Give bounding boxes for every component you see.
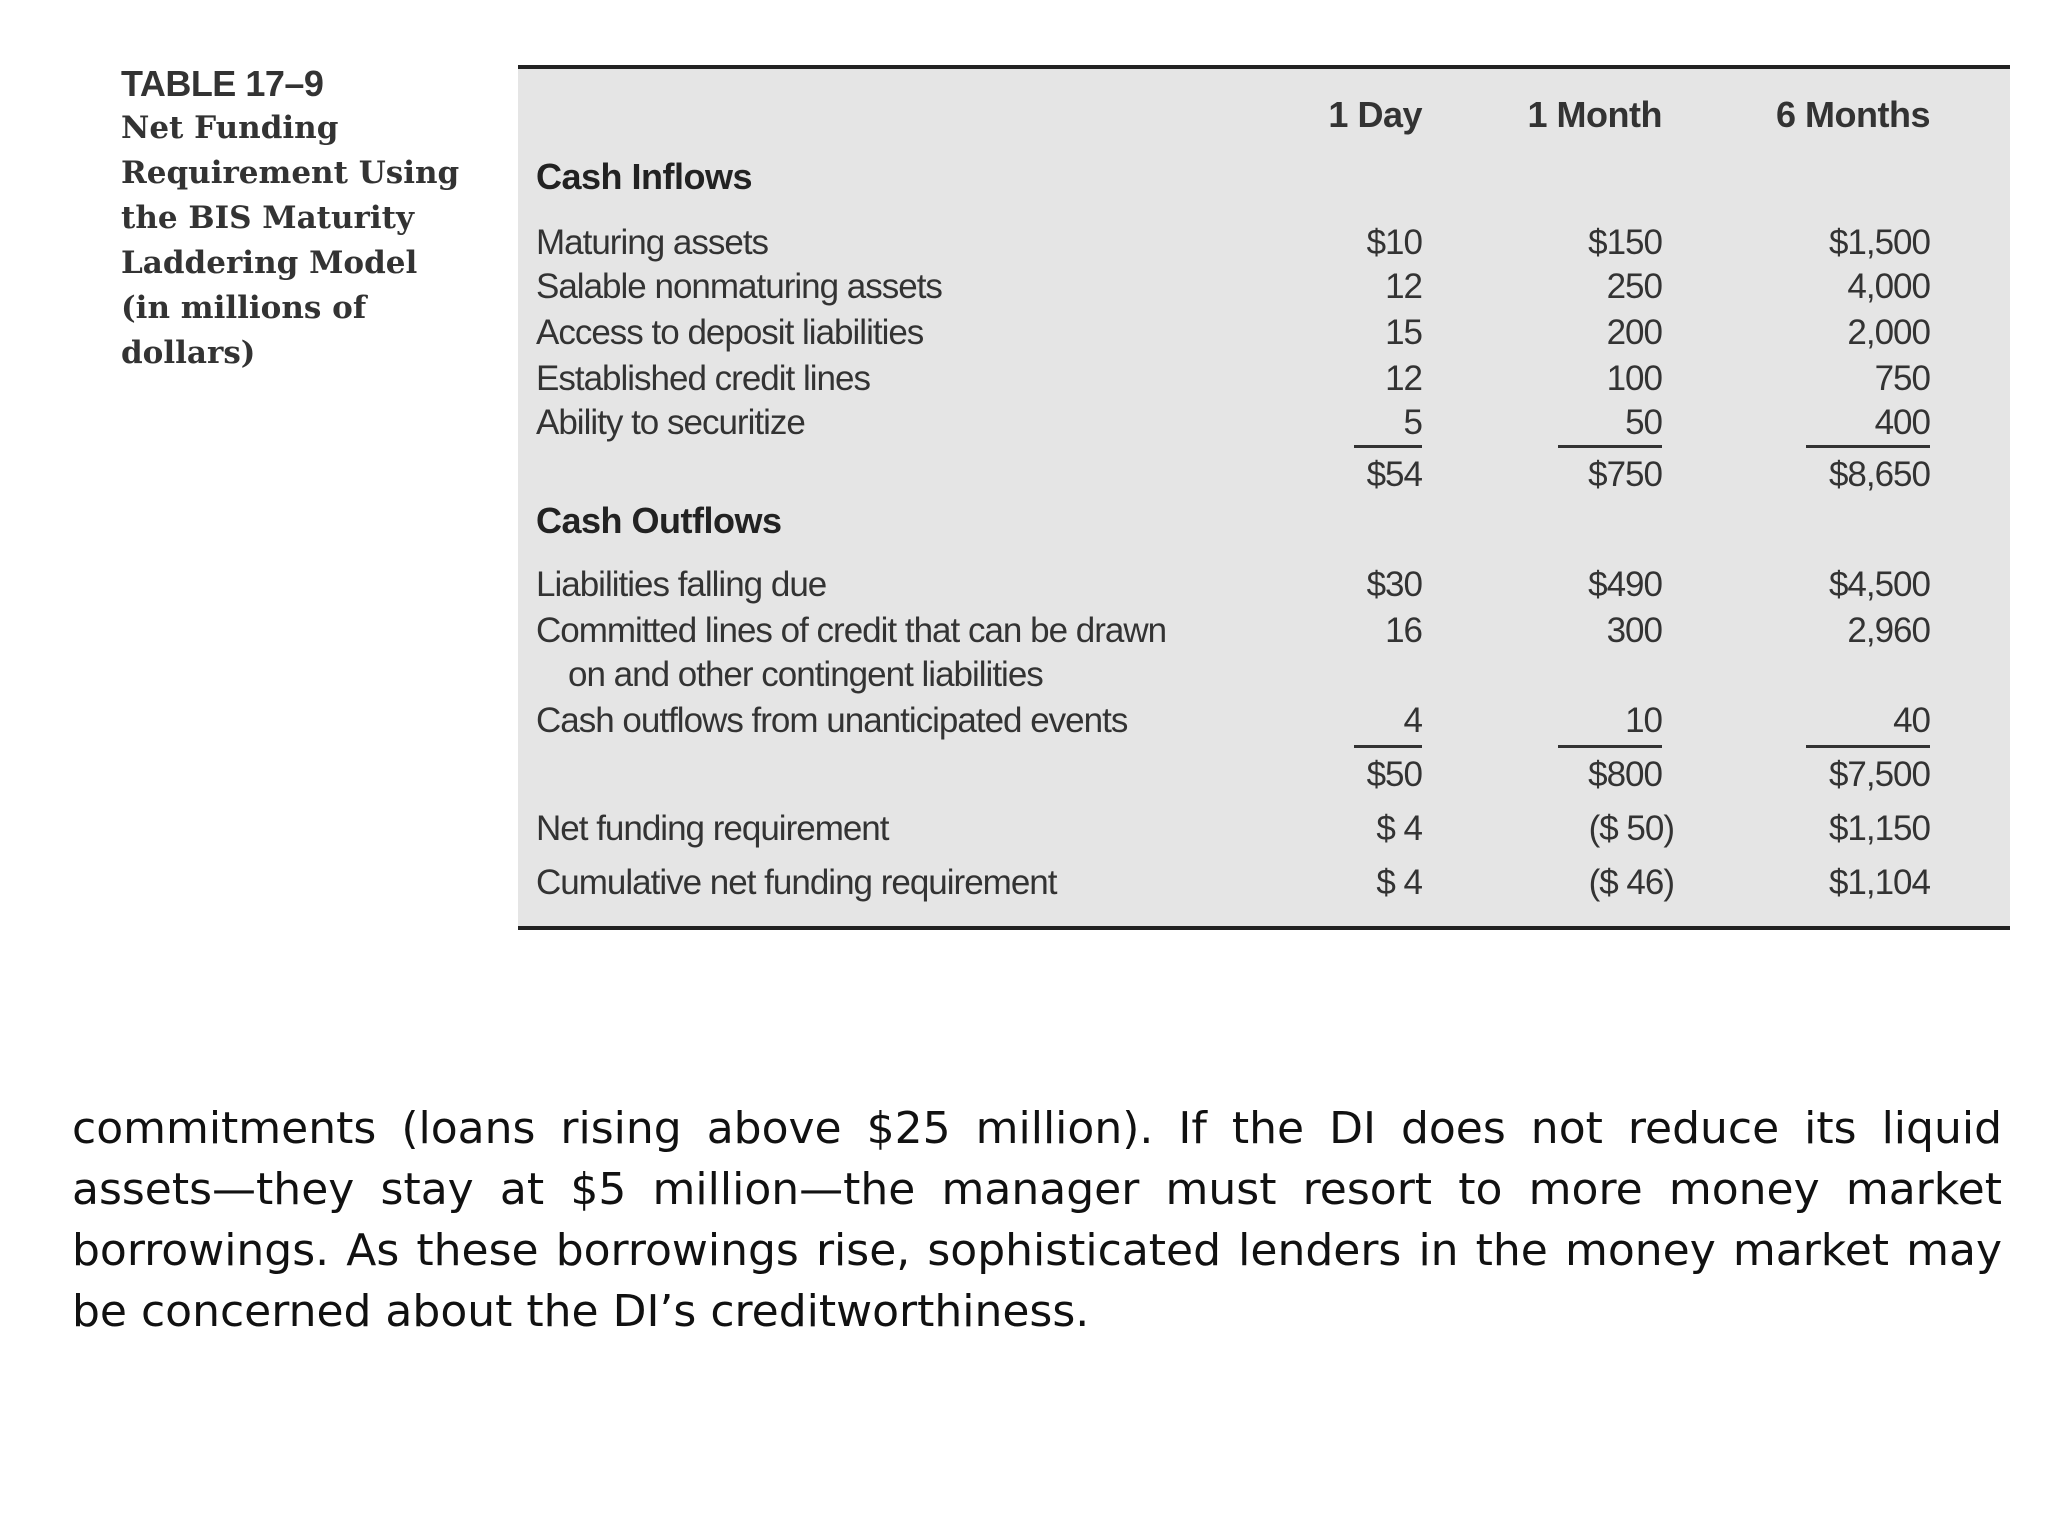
cell-value: 12 — [1385, 267, 1422, 306]
table-title-line: Requirement Using — [121, 155, 460, 191]
table-unit-line: (in millions of — [121, 290, 367, 326]
cell-value: 2,000 — [1847, 313, 1930, 352]
cell-value: $30 — [1366, 565, 1422, 604]
row-label: Liabilities falling due — [536, 565, 827, 604]
cell-value: 100 — [1606, 359, 1662, 398]
inflow-total: $750 — [1588, 455, 1662, 494]
cell-value: 16 — [1385, 611, 1422, 650]
cell-value: 750 — [1874, 359, 1930, 398]
table-title-line: Laddering Model — [121, 245, 418, 281]
column-header-1-day: 1 Day — [1328, 94, 1422, 135]
column-header-1-month: 1 Month — [1527, 94, 1662, 135]
section-heading-outflows: Cash Outflows — [536, 500, 782, 541]
subtotal-rule — [1558, 445, 1662, 448]
cell-value: 50 — [1625, 403, 1662, 442]
cumulative-funding-value: $1,104 — [1828, 863, 1930, 902]
cell-value: 250 — [1606, 267, 1662, 306]
net-funding-value: $ 4 — [1376, 809, 1422, 848]
cell-value: 4 — [1403, 701, 1422, 740]
cell-value: $150 — [1588, 223, 1662, 262]
outflow-total: $50 — [1366, 755, 1422, 794]
table-title-line: the BIS Maturity — [121, 200, 414, 236]
cell-value: 10 — [1625, 701, 1662, 740]
subtotal-rule — [1558, 745, 1662, 748]
row-label: Established credit lines — [536, 359, 870, 398]
row-label: Cash outflows from unanticipated events — [536, 701, 1128, 740]
outflow-total: $7,500 — [1828, 755, 1930, 794]
inflow-total: $8,650 — [1828, 455, 1930, 494]
cell-value: 2,960 — [1847, 611, 1930, 650]
row-label: Salable nonmaturing assets — [536, 267, 942, 306]
inflow-total: $54 — [1366, 455, 1422, 494]
cell-value: 400 — [1874, 403, 1930, 442]
outflow-total: $800 — [1588, 755, 1662, 794]
cumulative-funding-value: ($ 46) — [1588, 863, 1674, 902]
cell-value: $4,500 — [1828, 565, 1930, 604]
body-paragraph: commitments (loans rising above $25 million). If the DI does not reduce its liquid assets—they stay at $5 million—the manager must resort to more money market borrowings. As these borrowings rise, sophisticated lenders in the money market may be concerned about the DI’s creditworthiness. — [72, 1103, 2002, 1337]
cell-value: 300 — [1606, 611, 1662, 650]
row-label: Committed lines of credit that can be drawn — [536, 611, 1167, 650]
cell-value: $10 — [1366, 223, 1422, 262]
row-label: Ability to securitize — [536, 403, 805, 442]
net-funding-label: Net funding requirement — [536, 809, 889, 848]
cell-value: $1,500 — [1828, 223, 1930, 262]
row-label: Access to deposit liabilities — [536, 313, 924, 352]
funding-table — [518, 65, 2010, 930]
subtotal-rule — [1806, 745, 1930, 748]
net-funding-value: $1,150 — [1828, 809, 1930, 848]
cell-value: 12 — [1385, 359, 1422, 398]
section-heading-inflows: Cash Inflows — [536, 156, 753, 197]
subtotal-rule — [1354, 445, 1422, 448]
subtotal-rule — [1806, 445, 1930, 448]
subtotal-rule — [1354, 745, 1422, 748]
cumulative-funding-value: $ 4 — [1376, 863, 1422, 902]
row-label: Maturing assets — [536, 223, 769, 262]
cell-value: 4,000 — [1847, 267, 1930, 306]
table-unit-line: dollars) — [121, 335, 256, 371]
net-funding-value: ($ 50) — [1588, 809, 1674, 848]
cell-value: 5 — [1403, 403, 1422, 442]
cell-value: $490 — [1588, 565, 1662, 604]
table-title-line: Net Funding — [121, 110, 339, 146]
cumulative-funding-label: Cumulative net funding requirement — [536, 863, 1057, 902]
cell-value: 15 — [1385, 313, 1422, 352]
table-caption — [121, 62, 481, 376]
cell-value: 40 — [1893, 701, 1930, 740]
row-label-continued: on and other contingent liabilities — [568, 655, 1043, 694]
cell-value: 200 — [1606, 313, 1662, 352]
table-number: TABLE 17–9 — [121, 63, 324, 104]
column-header-6-months: 6 Months — [1776, 94, 1930, 135]
